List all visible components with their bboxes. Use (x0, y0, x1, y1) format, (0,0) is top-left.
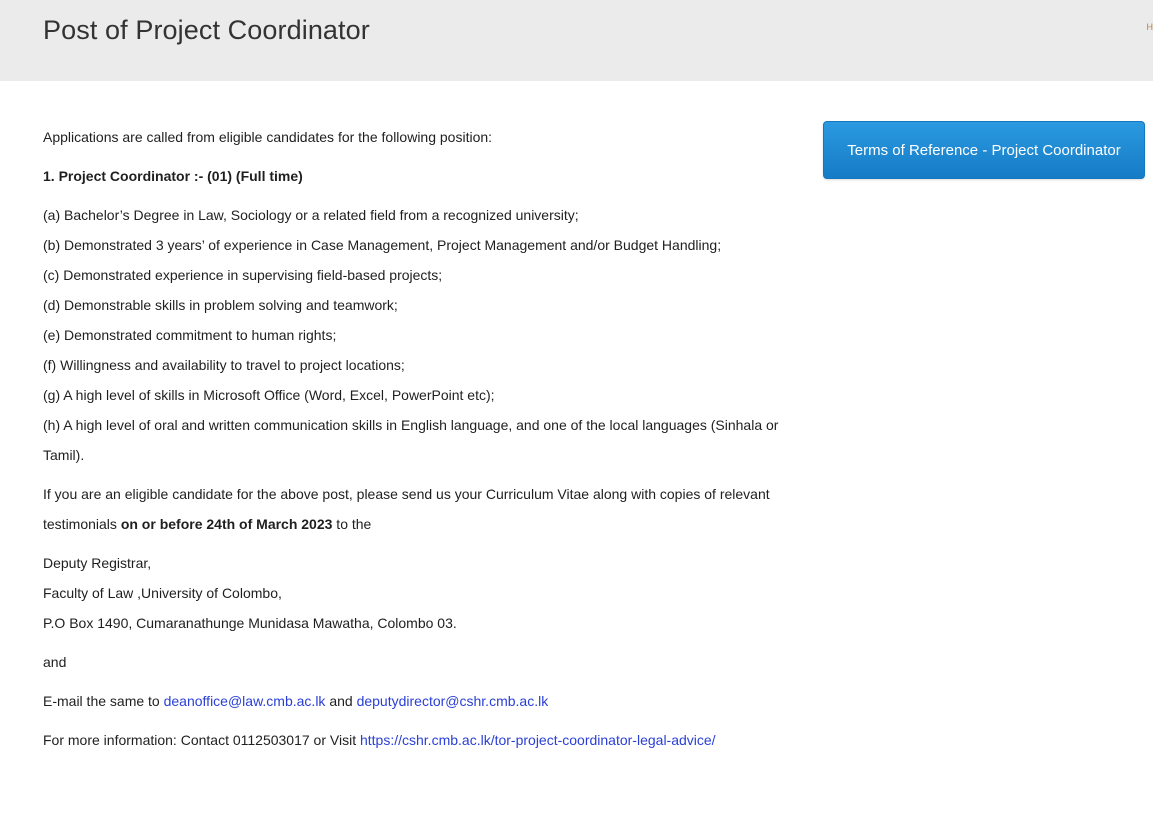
apply-text-end: to the (332, 516, 372, 532)
deputy-director-email-link[interactable]: deputydirector@cshr.cmb.ac.lk (356, 693, 549, 709)
requirement-item: (a) Bachelor’s Degree in Law, Sociology or a related field from a recognized university; (43, 207, 579, 223)
requirement-item: (b) Demonstrated 3 years’ of experience in Case Management, Project Management and/or Budget Handling; (43, 237, 722, 253)
dean-office-email-link[interactable]: deanoffice@law.cmb.ac.lk (163, 693, 326, 709)
email-line (43, 686, 803, 716)
email-joiner: and (325, 693, 357, 709)
apply-instructions (43, 479, 803, 539)
requirement-item: (c) Demonstrated experience in supervising field-based projects; (43, 267, 443, 283)
tor-page-link[interactable]: https://cshr.cmb.ac.lk/tor-project-coordinator-legal-advice/ (359, 732, 716, 748)
requirement-item: (d) Demonstrable skills in problem solving and teamwork; (43, 297, 398, 313)
requirement-item: (h) A high level of oral and written communication skills in English language, and one of the local languages (Sinhala or Tamil). (43, 417, 779, 463)
intro-text: Applications are called from eligible candidates for the following position: (43, 129, 493, 145)
postal-address (43, 548, 803, 638)
info-prefix: For more information: Contact 0112503017 or Visit (43, 732, 360, 748)
address-line: P.O Box 1490, Cumaranathunge Munidasa Mawatha, Colombo 03. (43, 615, 457, 631)
terms-of-reference-button[interactable]: Terms of Reference - Project Coordinator (823, 121, 1145, 179)
requirement-item: (e) Demonstrated commitment to human rights; (43, 327, 337, 343)
page-header (0, 0, 1153, 81)
apply-deadline: on or before 24th of March 2023 (120, 516, 333, 532)
requirement-item: (g) A high level of skills in Microsoft Office (Word, Excel, PowerPoint etc); (43, 387, 495, 403)
position-heading: 1. Project Coordinator :- (01) (Full time) (43, 168, 303, 184)
page-title: Post of Project Coordinator (43, 15, 370, 45)
requirements-list (43, 200, 803, 470)
apply-text-start: If you are an eligible candidate for the above post, please send us your Curriculum Vitae along with copies of relevant testimonials (43, 486, 770, 532)
job-description (43, 122, 803, 755)
address-line: Faculty of Law ,University of Colombo, (43, 585, 282, 601)
and-text: and (43, 654, 67, 670)
requirement-item: (f) Willingness and availability to travel to project locations; (43, 357, 405, 373)
info-line (43, 725, 803, 755)
address-line: Deputy Registrar, (43, 555, 152, 571)
edge-mark: H (1146, 22, 1153, 32)
email-prefix: E-mail the same to (43, 693, 164, 709)
